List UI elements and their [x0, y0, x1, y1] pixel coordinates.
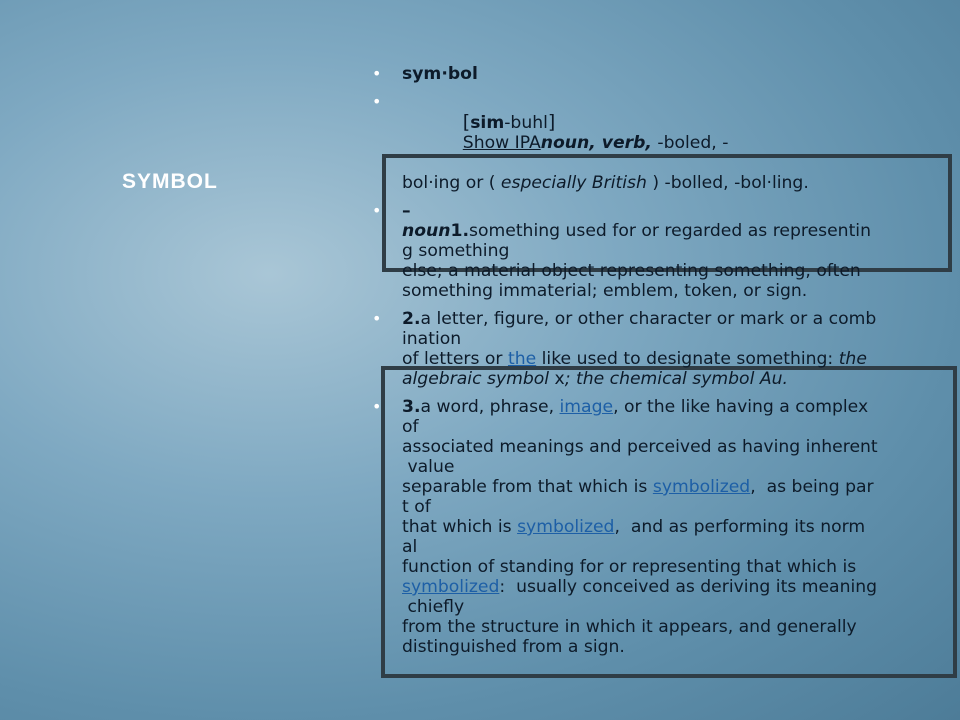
- headword: sym·bol: [402, 64, 478, 84]
- example-text: algebraic symbol: [402, 369, 555, 389]
- inflection-text: bol·ing or (: [402, 173, 501, 193]
- example-text: ; the chemical symbol: [564, 369, 760, 389]
- bullet-icon: •: [372, 309, 382, 328]
- bullet-icon: •: [372, 397, 382, 416]
- inflection-text: -boled, -: [651, 133, 729, 153]
- example-symbol: x: [554, 369, 565, 389]
- link-symbolized[interactable]: symbolized: [517, 517, 615, 537]
- pronunciation-rest: -buhl: [504, 113, 548, 133]
- list-item: [372, 201, 952, 301]
- link-symbolized[interactable]: symbolized: [402, 577, 500, 597]
- link-image[interactable]: image: [559, 397, 614, 417]
- list-item: [372, 64, 952, 84]
- definition-text: : usually conceived as deriving its meaning: [499, 577, 878, 597]
- definition-list: [372, 64, 952, 665]
- definition-text: al: [402, 537, 418, 557]
- list-item: [372, 309, 952, 389]
- show-ipa-link[interactable]: Show IPA: [462, 133, 541, 153]
- definition-text: like used to designate something:: [536, 349, 839, 369]
- usage-note: especially British: [500, 173, 647, 193]
- sense-number: 1.: [450, 221, 470, 241]
- definition-text: of: [402, 417, 419, 437]
- example-symbol: Au.: [759, 369, 788, 389]
- definition-text: value: [402, 457, 455, 477]
- definition-text: separable from that which is: [402, 477, 653, 497]
- link-symbolized[interactable]: symbolized: [652, 477, 751, 497]
- definition-text: g something: [402, 241, 510, 261]
- definition-text: else; a material object representing something, often: [402, 261, 861, 281]
- definition-text: , as being par: [750, 477, 874, 497]
- definition-text: chiefly: [402, 597, 465, 617]
- definition-text: ination: [402, 329, 462, 349]
- example-text: the: [838, 349, 867, 369]
- definition-text: something used for or regarded as representin: [469, 221, 871, 241]
- pronunciation-stress: sim: [470, 113, 505, 133]
- part-of-speech: noun, verb,: [540, 133, 652, 153]
- open-bracket: [: [462, 111, 471, 133]
- definition-text: associated meanings and perceived as having inherent: [402, 437, 878, 457]
- list-item: [372, 397, 952, 657]
- definition-text: , or the like having a complex: [613, 397, 869, 417]
- sense-number: 3.: [402, 397, 421, 417]
- definition-text: from the structure in which it appears, and generally: [402, 617, 857, 637]
- definition-text: of letters or: [402, 349, 508, 369]
- bullet-icon: •: [372, 64, 382, 83]
- link-the[interactable]: the: [507, 349, 537, 369]
- definition-text: distinguished from a sign.: [402, 637, 625, 657]
- pos-label: noun: [402, 221, 451, 241]
- definition-text: a word, phrase,: [420, 397, 560, 417]
- dash: –: [402, 201, 411, 221]
- bullet-icon: •: [372, 92, 382, 111]
- definition-text: something immaterial; emblem, token, or sign.: [402, 281, 808, 301]
- close-bracket: ]: [547, 111, 556, 133]
- definition-text: that which is: [402, 517, 518, 537]
- definition-text: , and as performing its norm: [614, 517, 866, 537]
- definition-text: t of: [402, 497, 431, 517]
- inflection-text: ) -bolled, -bol·ling.: [646, 173, 809, 193]
- definition-text: function of standing for or representing that which is: [402, 557, 857, 577]
- list-item: [372, 92, 952, 193]
- bullet-icon: •: [372, 201, 382, 220]
- sense-number: 2.: [402, 309, 421, 329]
- definition-text: a letter, figure, or other character or mark or a comb: [420, 309, 877, 329]
- slide-title: SYMBOL: [122, 170, 218, 193]
